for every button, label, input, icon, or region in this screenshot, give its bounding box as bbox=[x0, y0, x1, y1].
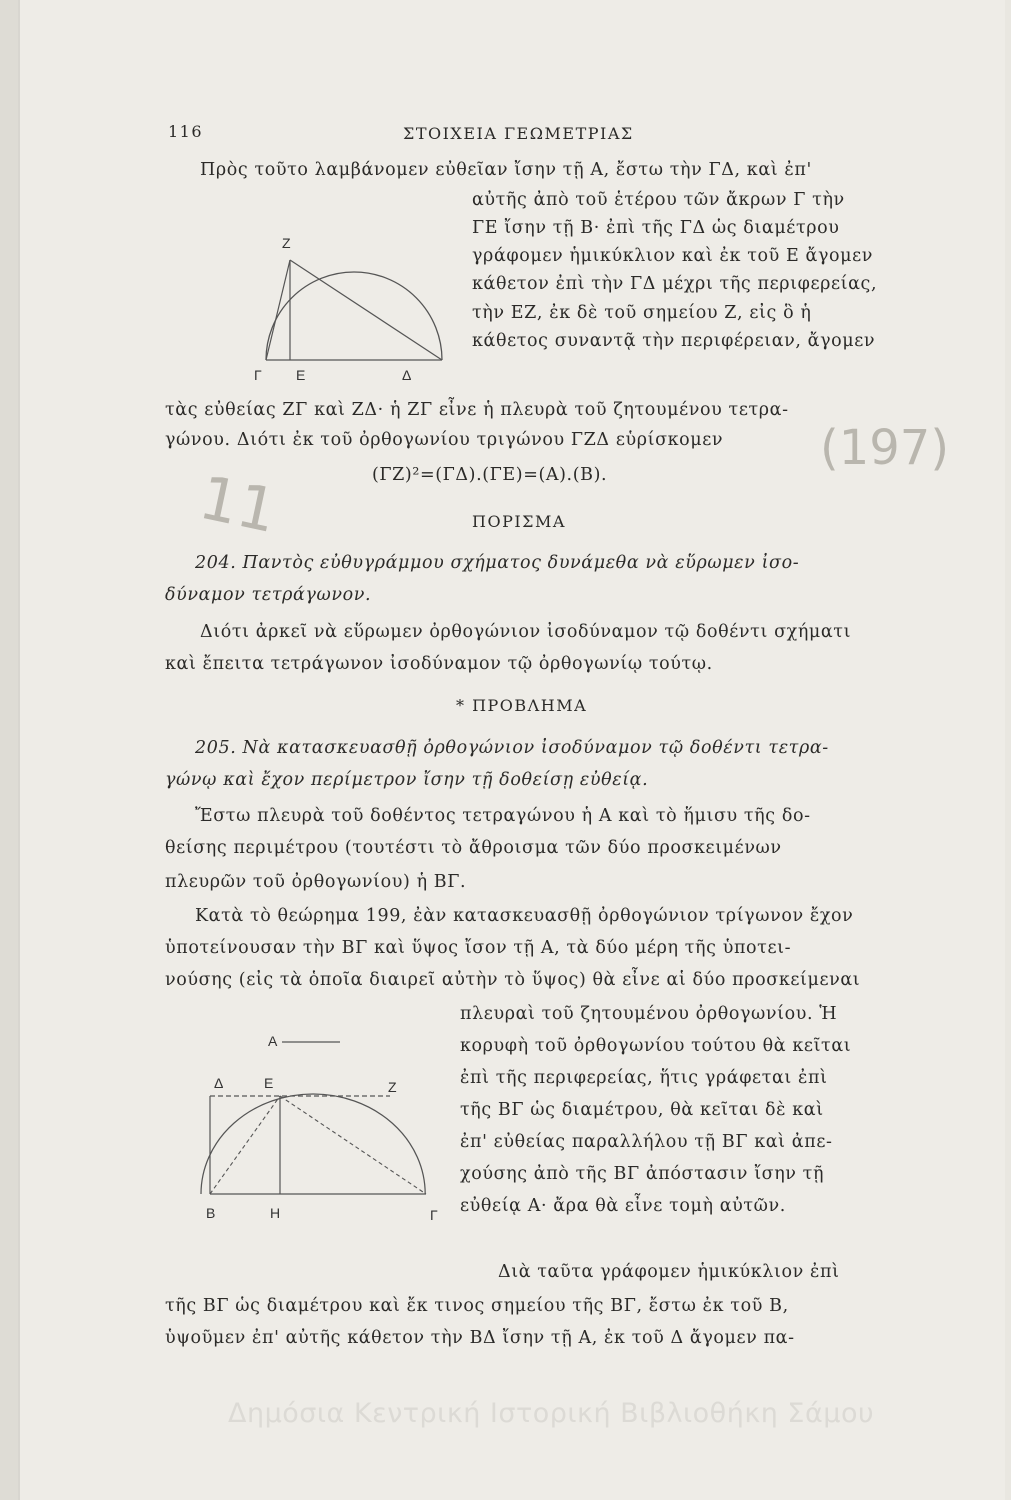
text-line: 205. Νὰ κατασκευασθῇ ὀρθογώνιον ἰσοδύναμον τῷ δοθέντι τετρα- bbox=[195, 738, 829, 758]
text-line: ἐπ' εὐθείας παραλλήλου τῇ ΒΓ καὶ ἀπε- bbox=[460, 1132, 833, 1152]
text-line: Διότι ἀρκεῖ νὰ εὕρωμεν ὀρθογώνιον ἰσοδύναμον τῷ δοθέντι σχήματι bbox=[200, 622, 852, 642]
section-heading-provlima: * ΠΡΟΒΛΗΜΑ bbox=[456, 696, 588, 715]
text-line: ὑποτείνουσαν τὴν ΒΓ καὶ ὕψος ἴσον τῇ Α, τὰ δύο μέρη τῆς ὑποτει- bbox=[165, 938, 792, 958]
fig1-label-e: Ε bbox=[296, 367, 306, 380]
text-line: χούσης ἀπὸ τῆς ΒΓ ἀπόστασιν ἴσην τῇ bbox=[460, 1164, 825, 1184]
text-line: κάθετον ἐπὶ τὴν ΓΔ μέχρι τῆς περιφερείας, bbox=[472, 274, 878, 294]
fig1-label-d: Δ bbox=[402, 367, 412, 380]
chord-be bbox=[210, 1096, 280, 1194]
text-line: ὑψοῦμεν ἐπ' αὐτῆς κάθετον τὴν ΒΔ ἴσην τῇ Α, ἐκ τοῦ Δ ἄγομεν πα- bbox=[165, 1328, 795, 1348]
library-watermark: Δημόσια Κεντρική Ιστορική Βιβλιοθήκη Σάμου bbox=[228, 1398, 875, 1429]
text-line: πλευρῶν τοῦ ὀρθογωνίου) ἡ ΒΓ. bbox=[165, 872, 467, 892]
pencil-annotation: (197) bbox=[820, 420, 950, 476]
text-line: γράφομεν ἡμικύκλιον καὶ ἐκ τοῦ Ε ἄγομεν bbox=[472, 246, 874, 266]
text-line: πλευραὶ τοῦ ζητουμένου ὀρθογωνίου. Ἡ bbox=[460, 1004, 838, 1024]
fig2-label-e: Ε bbox=[264, 1075, 274, 1091]
fig2-label-z: Ζ bbox=[388, 1079, 397, 1095]
fig1-label-g: Γ bbox=[254, 367, 262, 380]
section-heading-porisma: ΠΟΡΙΣΜΑ bbox=[472, 512, 566, 531]
running-title: ΣΤΟΙΧΕΙΑ ΓΕΩΜΕΤΡΙΑΣ bbox=[403, 124, 634, 143]
chord-right bbox=[290, 260, 442, 360]
text-line: θείσης περιμέτρου (τουτέστι τὸ ἄθροισμα τῶν δύο προσκειμένων bbox=[165, 838, 782, 858]
text-line: 204. Παντὸς εὐθυγράμμου σχήματος δυνάμεθα νὰ εὕρωμεν ἰσο- bbox=[195, 553, 800, 573]
text-line: δύναμον τετράγωνον. bbox=[165, 585, 372, 605]
text-line: κορυφὴ τοῦ ὀρθογωνίου τούτου θὰ κεῖται bbox=[460, 1036, 852, 1056]
fig2-label-b: Β bbox=[206, 1205, 216, 1221]
book-binding-edge bbox=[0, 0, 18, 1500]
text-line: τὰς εὐθείας ΖΓ καὶ ΖΔ· ἡ ΖΓ εἶνε ἡ πλευρὰ τοῦ ζητουμένου τετρα- bbox=[165, 400, 789, 420]
chord-left bbox=[266, 260, 290, 360]
equation: (ΓΖ)²=(ΓΔ).(ΓΕ)=(Α).(Β). bbox=[372, 465, 608, 485]
text-line: κάθετος συναντᾷ τὴν περιφέρειαν, ἄγομεν bbox=[472, 331, 876, 351]
fig2-label-a: Α bbox=[268, 1033, 278, 1049]
text-line: καὶ ἔπειτα τετράγωνον ἰσοδύναμον τῷ ὀρθογωνίῳ τούτῳ. bbox=[165, 654, 713, 674]
fig2-label-h: Η bbox=[270, 1205, 281, 1221]
chord-eg bbox=[280, 1096, 426, 1194]
fig2-label-g: Γ bbox=[430, 1207, 438, 1223]
text-line: εὐθείᾳ Α· ἄρα θὰ εἶνε τομὴ αὐτῶν. bbox=[460, 1196, 786, 1216]
pencil-annotation: 11 bbox=[193, 462, 283, 548]
text-line: νούσης (εἰς τὰ ὁποῖα διαιρεῖ αὐτὴν τὸ ὕψος) θὰ εἶνε αἱ δύο προσκείμεναι bbox=[165, 970, 861, 990]
fig1-label-z: Z bbox=[282, 235, 291, 251]
book-page bbox=[18, 0, 1005, 1500]
semicircle-arc bbox=[266, 272, 442, 360]
page-number: 116 bbox=[168, 122, 204, 141]
text-line: Πρὸς τοῦτο λαμβάνομεν εὐθεῖαν ἴσην τῇ Α, ἔστω τὴν ΓΔ, καὶ ἐπ' bbox=[200, 160, 812, 180]
text-line: γώνῳ καὶ ἔχον περίμετρον ἴσην τῇ δοθείσῃ εὐθείᾳ. bbox=[165, 770, 649, 790]
text-line: τῆς ΒΓ ὡς διαμέτρου, θὰ κεῖται δὲ καὶ bbox=[460, 1100, 824, 1120]
text-line: Διὰ ταῦτα γράφομεν ἡμικύκλιον ἐπὶ bbox=[498, 1262, 840, 1282]
text-line: τὴν ΕΖ, ἐκ δὲ τοῦ σημείου Ζ, εἰς ὃ ἡ bbox=[472, 303, 812, 323]
text-line: τῆς ΒΓ ὡς διαμέτρου καὶ ἔκ τινος σημείου τῆς ΒΓ, ἔστω ἐκ τοῦ Β, bbox=[165, 1296, 789, 1316]
text-line: αὐτῆς ἀπὸ τοῦ ἑτέρου τῶν ἄκρων Γ τὴν bbox=[472, 190, 845, 210]
figure-semicircle-2 bbox=[190, 1028, 440, 1228]
semicircle-arc bbox=[201, 1094, 425, 1194]
fig2-label-d: Δ bbox=[214, 1075, 224, 1091]
text-line: ἐπὶ τῆς περιφερείας, ἥτις γράφεται ἐπὶ bbox=[460, 1068, 828, 1088]
text-line: Ἔστω πλευρὰ τοῦ δοθέντος τετραγώνου ἡ Α καὶ τὸ ἥμισυ τῆς δο- bbox=[195, 806, 811, 826]
text-line: γώνου. Διότι ἐκ τοῦ ὀρθογωνίου τριγώνου ΓΖΔ εὑρίσκομεν bbox=[165, 430, 724, 450]
figure-semicircle-1 bbox=[254, 230, 454, 380]
text-line: Κατὰ τὸ θεώρημα 199, ἐὰν κατασκευασθῇ ὀρθογώνιον τρίγωνον ἔχον bbox=[195, 906, 854, 926]
text-line: ΓΕ ἴσην τῇ Β· ἐπὶ τῆς ΓΔ ὡς διαμέτρου bbox=[472, 218, 840, 238]
